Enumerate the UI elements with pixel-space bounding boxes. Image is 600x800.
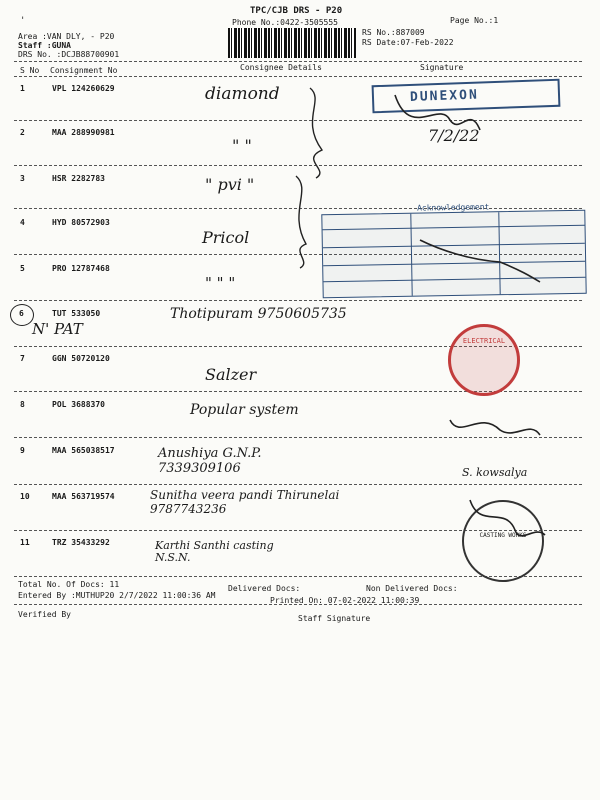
signature-text: S. kowsalya xyxy=(462,466,528,479)
electrical-seal: ELECTRICAL xyxy=(448,324,520,396)
page-number: Page No.:1 xyxy=(450,16,499,25)
handwritten-consignee: Karthi Santhi casting N.S.N. xyxy=(155,539,274,564)
document-title: TPC/CJB DRS - P20 xyxy=(250,6,343,16)
row-consignment: PRO 12787468 xyxy=(52,264,110,273)
handwritten-consignee: Sunitha veera pandi Thirunelai 9787743236 xyxy=(150,488,340,516)
handwritten-consignee: diamond xyxy=(205,84,280,104)
row-consignment: HYD 80572903 xyxy=(52,218,110,227)
delivered-docs: Delivered Docs: xyxy=(228,584,301,593)
dunexon-stamp: DUNEXON xyxy=(372,79,561,114)
row-consignment: TUT 533050 xyxy=(52,309,101,318)
row-consignment: POL 3688370 xyxy=(52,400,105,409)
non-delivered-docs: Non Delivered Docs: xyxy=(366,584,458,593)
handwritten-consignee: Pricol xyxy=(202,228,250,247)
row-sno: 3 xyxy=(20,174,25,183)
handwritten-consignee: Anushiya G.N.P. 7339309106 xyxy=(158,446,262,476)
row-consignment: MAA 565038517 xyxy=(52,446,115,455)
col-consignee: Consignee Details xyxy=(240,63,322,72)
row-sno: 10 xyxy=(20,492,30,501)
row-consignment: MAA 563719574 xyxy=(52,492,115,501)
row-sno: 9 xyxy=(20,446,25,455)
verified-by: Verified By xyxy=(18,610,71,619)
handwritten-consignee: " " xyxy=(232,136,252,155)
row-consignment: GGN 50720120 xyxy=(52,354,110,363)
row-sno: 4 xyxy=(20,218,25,227)
acknowledgement-stamp: Acknowledgement xyxy=(321,210,586,299)
drs-number: DRS No. :DCJB88700901 xyxy=(18,50,120,59)
handwritten-note: N' PAT xyxy=(32,320,83,338)
staff-label: Staff :GUNA xyxy=(18,41,71,50)
entered-by: Entered By :MUTHUP20 2/7/2022 11:00:36 AM xyxy=(18,591,216,600)
handwritten-consignee: Thotipuram 9750605735 xyxy=(170,306,347,322)
row-sno: 7 xyxy=(20,354,25,363)
handwritten-consignee: " pvi " xyxy=(205,175,255,194)
row-sno: 11 xyxy=(20,538,30,547)
row-consignment: VPL 124260629 xyxy=(52,84,115,93)
staff-signature: Staff Signature xyxy=(298,614,371,623)
row-sno: 6 xyxy=(19,309,24,318)
signature-date: 7/2/22 xyxy=(428,126,480,145)
row-sno: 8 xyxy=(20,400,25,409)
row-sno: 1 xyxy=(20,84,25,93)
handwritten-consignee: Salzer xyxy=(205,365,257,384)
col-sno: S No xyxy=(20,66,40,75)
corner-mark: ' xyxy=(20,16,26,26)
area-label: Area :VAN DLY, - P20 xyxy=(18,32,115,41)
handwritten-consignee: " " " xyxy=(205,274,236,292)
printed-on: Printed On: 07-02-2022 11:00:39 xyxy=(270,596,420,605)
handwritten-consignee: Popular system xyxy=(190,402,299,418)
row-consignment: HSR 2282783 xyxy=(52,174,105,183)
row-consignment: MAA 288990981 xyxy=(52,128,115,137)
casting-works-seal: CASTING WORKS xyxy=(462,500,544,582)
rs-number: RS No.:887009 xyxy=(362,28,425,37)
row-sno: 5 xyxy=(20,264,25,273)
total-docs: Total No. Of Docs: 11 xyxy=(18,580,120,589)
row-sno: 2 xyxy=(20,128,25,137)
row-consignment: TRZ 35433292 xyxy=(52,538,110,547)
rs-date: RS Date:07-Feb-2022 xyxy=(362,38,454,47)
phone-number: Phone No.:0422-3505555 xyxy=(232,18,338,27)
col-signature: Signature xyxy=(420,63,464,72)
col-consignment: Consignment No xyxy=(50,66,118,75)
